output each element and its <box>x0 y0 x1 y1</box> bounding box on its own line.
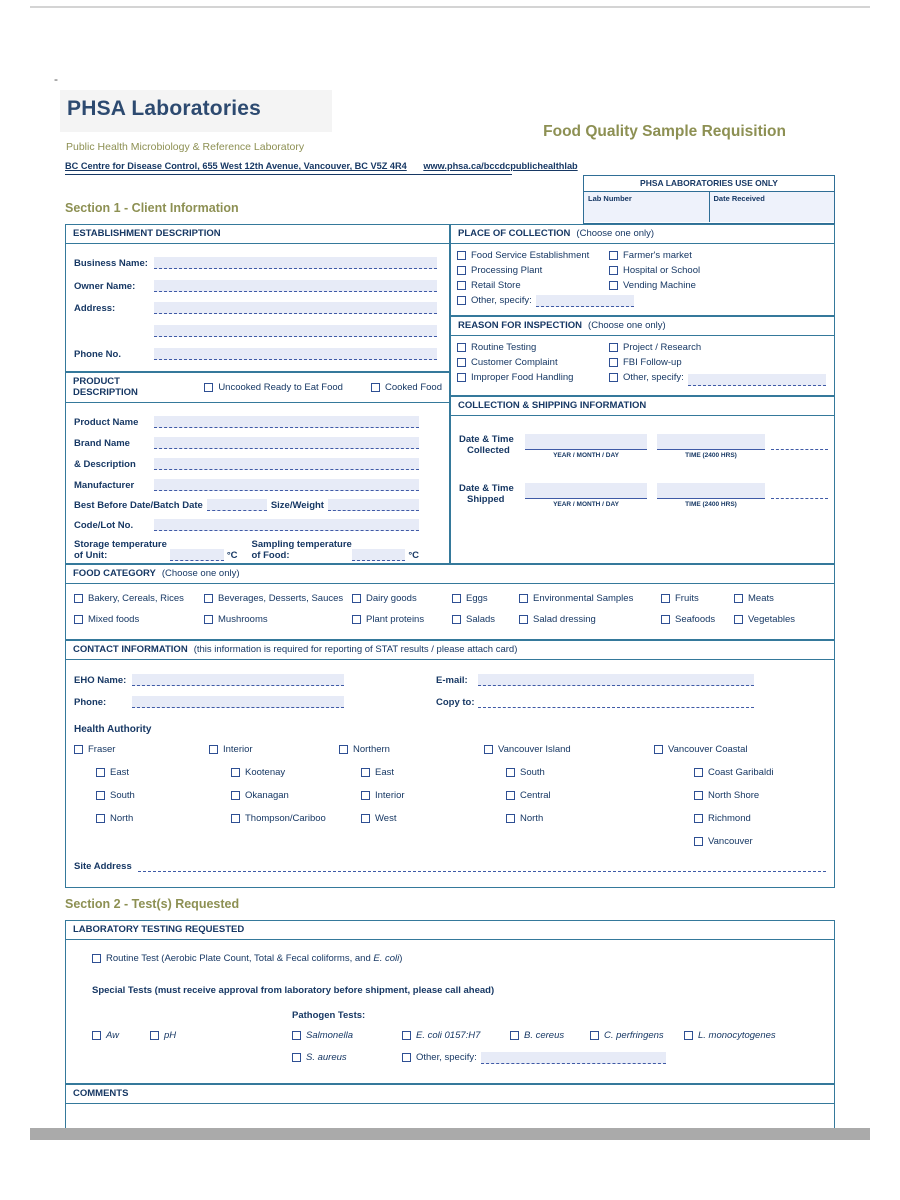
phone-field[interactable] <box>154 348 437 360</box>
shipped-date-caption: YEAR / MONTH / DAY <box>553 501 619 508</box>
business-name-field[interactable] <box>154 257 437 269</box>
pathogen-tests-label: Pathogen Tests: <box>292 1010 366 1021</box>
checkbox-option[interactable] <box>452 613 519 626</box>
checkbox[interactable] <box>371 383 380 392</box>
size-weight-field[interactable] <box>328 499 419 511</box>
site-address-field[interactable] <box>138 860 826 872</box>
checkbox-option[interactable] <box>361 812 484 825</box>
size-weight-label: Size/Weight <box>270 500 324 511</box>
checkbox-option[interactable] <box>457 279 609 292</box>
checkbox-label: Retail Store <box>471 280 521 291</box>
place-other-option[interactable] <box>457 294 532 307</box>
copy-to-field[interactable] <box>478 696 754 708</box>
c-perfringens-option[interactable] <box>590 1029 684 1042</box>
checkbox-option[interactable] <box>457 264 609 277</box>
checkbox[interactable] <box>402 1053 411 1062</box>
product-description-box <box>65 372 450 564</box>
checkbox[interactable] <box>684 1031 693 1040</box>
checkbox-option[interactable] <box>734 592 826 605</box>
pathogen-tests-row2 <box>292 1051 820 1064</box>
shipped-date-field[interactable] <box>525 483 647 499</box>
food-category-row2 <box>66 613 834 626</box>
lab-number-field[interactable] <box>584 192 710 222</box>
page-top-edge <box>30 6 870 8</box>
place-col2 <box>609 249 700 294</box>
checkbox[interactable] <box>694 768 703 777</box>
routine-test-option[interactable] <box>92 952 820 965</box>
ha-interior-regions <box>231 766 339 825</box>
checkbox-label: Central <box>520 790 551 801</box>
checkbox-option[interactable] <box>231 812 339 825</box>
laboratory-testing-box <box>65 920 835 1084</box>
ha-northern-regions <box>361 766 484 825</box>
date-received-field[interactable] <box>710 192 835 222</box>
checkbox[interactable] <box>484 745 493 754</box>
uncooked-option[interactable] <box>204 381 343 394</box>
checkbox-label: Mixed foods <box>88 614 140 625</box>
pathogen-tests-row1 <box>92 1029 820 1042</box>
checkbox-label: East <box>375 767 395 778</box>
food-category-title: FOOD CATEGORY <box>73 568 156 579</box>
checkbox-option[interactable] <box>506 789 654 802</box>
checkbox-label: Aw <box>106 1030 120 1041</box>
checkbox-label: Fraser <box>88 744 116 755</box>
s-aureus-option[interactable] <box>292 1051 402 1064</box>
code-lot-field[interactable] <box>154 519 419 531</box>
checkbox[interactable] <box>519 594 528 603</box>
checkbox[interactable] <box>694 837 703 846</box>
checkbox-option[interactable] <box>204 613 352 626</box>
health-authority-label: Health Authority <box>74 724 152 735</box>
checkbox-label: Improper Food Handling <box>471 372 574 383</box>
description-field[interactable] <box>154 458 419 470</box>
checkbox-label: West <box>375 813 397 824</box>
checkbox[interactable] <box>74 594 83 603</box>
phsa-logo: PHSA Laboratories <box>67 97 261 120</box>
pathogen-other-field[interactable] <box>481 1052 666 1064</box>
website-link[interactable]: www.phsa.ca/bccdcpublichealthlab <box>423 161 578 171</box>
establishment-description-box <box>65 224 450 372</box>
checkbox-label: East <box>110 767 130 778</box>
checkbox-label: Meats <box>748 593 774 604</box>
checkbox-label: Uncooked Ready to Eat Food <box>218 381 343 393</box>
contact-subtitle: (this information is required for reporting of STAT results / please attach card) <box>193 644 518 655</box>
manufacturer-field[interactable] <box>154 479 419 491</box>
checkbox-label: Richmond <box>708 813 751 824</box>
storage-temp-field[interactable] <box>170 549 224 561</box>
checkbox-option[interactable] <box>231 766 339 779</box>
comments-box <box>65 1084 835 1130</box>
checkbox-label: Environmental Samples <box>533 593 634 604</box>
checkbox[interactable] <box>506 768 515 777</box>
checkbox-label: Food Service Establishment <box>471 250 590 261</box>
place-of-collection-title: PLACE OF COLLECTION <box>458 228 571 239</box>
checkbox-label: Customer Complaint <box>471 357 558 368</box>
checkbox[interactable] <box>590 1031 599 1040</box>
checkbox-option[interactable] <box>457 341 609 354</box>
checkbox-label: North <box>110 813 134 824</box>
checkbox-label: Salmonella <box>306 1030 353 1041</box>
checkbox-option[interactable] <box>457 371 609 384</box>
checkbox-label: E. coli 0157:H7 <box>416 1030 481 1041</box>
checkbox-label: Vending Machine <box>623 280 696 291</box>
checkbox-label: Vancouver Coastal <box>668 744 748 755</box>
shipped-time-field[interactable] <box>657 483 765 499</box>
checkbox[interactable] <box>74 615 83 624</box>
pathogen-other-option[interactable] <box>402 1051 477 1064</box>
product-title: PRODUCT DESCRIPTION <box>73 376 138 398</box>
checkbox-label: Okanagan <box>245 790 289 801</box>
date-collected-label: Date & Time Collected <box>459 434 514 456</box>
checkbox[interactable] <box>694 814 703 823</box>
checkbox-option[interactable] <box>74 592 204 605</box>
checkbox-label: C. perfringens <box>604 1030 664 1041</box>
checkbox-label: Other, specify: <box>416 1052 477 1063</box>
site-address-label: Site Address <box>74 861 132 872</box>
collection-shipping-box <box>450 396 835 564</box>
checkbox-option[interactable] <box>361 789 484 802</box>
ha-vancouver-island-option[interactable] <box>484 743 654 756</box>
l-monocytogenes-option[interactable] <box>684 1029 776 1042</box>
cooked-option[interactable] <box>371 381 442 394</box>
checkbox[interactable] <box>457 373 466 382</box>
ha-col-interior <box>209 743 339 848</box>
checkbox-label: pH <box>164 1030 177 1041</box>
business-name-label: Business Name: <box>74 258 148 269</box>
checkbox-label: FBI Follow-up <box>623 357 682 368</box>
checkbox-label: Mushrooms <box>218 614 268 625</box>
checkbox[interactable] <box>361 768 370 777</box>
ha-interior-option[interactable] <box>209 743 339 756</box>
checkbox-label: Salad dressing <box>533 614 596 625</box>
checkbox[interactable] <box>661 594 670 603</box>
best-before-field[interactable] <box>207 499 267 511</box>
brand-name-field[interactable] <box>154 437 419 449</box>
checkbox-label: Northern <box>353 744 390 755</box>
checkbox-label: Bakery, Cereals, Rices <box>88 593 184 604</box>
form-title: Food Quality Sample Requisition <box>543 123 786 140</box>
checkbox-label: Routine Testing <box>471 342 537 353</box>
email-field[interactable] <box>478 674 754 686</box>
ha-vancouver-island-regions <box>506 766 654 825</box>
checkbox-label: Eggs <box>466 593 488 604</box>
checkbox-label: Plant proteins <box>366 614 425 625</box>
best-before-label: Best Before Date/Batch Date <box>74 500 203 511</box>
shipped-extra-line[interactable] <box>771 487 828 499</box>
checkbox[interactable] <box>506 791 515 800</box>
description-label: & Description <box>74 459 136 470</box>
ha-col-vancouver-coastal <box>654 743 826 848</box>
checkbox-label: Other, specify: <box>623 372 684 383</box>
checkbox[interactable] <box>609 281 618 290</box>
collected-time-caption: TIME (2400 HRS) <box>685 452 737 459</box>
checkbox[interactable] <box>457 343 466 352</box>
checkbox[interactable] <box>96 768 105 777</box>
checkbox-label: Dairy goods <box>366 593 417 604</box>
reason-other-field[interactable] <box>688 374 826 386</box>
reason-title: REASON FOR INSPECTION <box>458 320 583 331</box>
food-category-row1 <box>66 592 834 605</box>
email-label: E-mail: <box>436 675 468 686</box>
checkbox[interactable] <box>150 1031 159 1040</box>
checkbox-label: Project / Research <box>623 342 702 353</box>
checkbox-option[interactable] <box>457 249 609 262</box>
ha-fraser-option[interactable] <box>74 743 209 756</box>
checkbox[interactable] <box>661 615 670 624</box>
contact-phone-label: Phone: <box>74 697 107 708</box>
ha-northern-option[interactable] <box>339 743 484 756</box>
checkbox[interactable] <box>510 1031 519 1040</box>
checkbox-label: Hospital or School <box>623 265 701 276</box>
eho-name-label: EHO Name: <box>74 675 127 686</box>
checkbox[interactable] <box>204 615 213 624</box>
food-category-box <box>65 564 835 640</box>
checkbox-label: Thompson/Cariboo <box>245 813 326 824</box>
checkbox-option[interactable] <box>96 766 209 779</box>
ha-col-fraser <box>74 743 209 848</box>
checkbox-label: Beverages, Desserts, Sauces <box>218 593 344 604</box>
b-cereus-option[interactable] <box>510 1029 590 1042</box>
code-lot-label: Code/Lot No. <box>74 520 134 531</box>
checkbox-label: S. aureus <box>306 1052 347 1063</box>
checkbox-option[interactable] <box>452 592 519 605</box>
sampling-temp-field[interactable] <box>352 549 406 561</box>
ha-col-northern <box>339 743 484 848</box>
checkbox-label: Interior <box>375 790 405 801</box>
ha-vancouver-coastal-option[interactable] <box>654 743 826 756</box>
contact-phone-field[interactable] <box>132 696 344 708</box>
checkbox[interactable] <box>734 594 743 603</box>
checkbox[interactable] <box>654 745 663 754</box>
checkbox-option[interactable] <box>352 592 452 605</box>
checkbox-option[interactable] <box>204 592 352 605</box>
lab-number-label: Lab Number <box>588 194 632 203</box>
stray-dash: - <box>54 72 58 86</box>
checkbox-label: Processing Plant <box>471 265 543 276</box>
checkbox[interactable] <box>352 615 361 624</box>
collected-time-field[interactable] <box>657 434 765 450</box>
checkbox[interactable] <box>96 791 105 800</box>
checkbox[interactable] <box>457 296 466 305</box>
shipped-time-caption: TIME (2400 HRS) <box>685 501 737 508</box>
checkbox-option[interactable] <box>609 356 826 369</box>
ha-fraser-regions <box>96 766 209 825</box>
reason-subtitle: (Choose one only) <box>588 320 666 331</box>
checkbox[interactable] <box>609 343 618 352</box>
checkbox-label: North <box>520 813 544 824</box>
checkbox[interactable] <box>452 615 461 624</box>
checkbox[interactable] <box>734 615 743 624</box>
contact-title: CONTACT INFORMATION <box>73 644 188 655</box>
section1-heading: Section 1 - Client Information <box>65 201 239 215</box>
checkbox[interactable] <box>452 594 461 603</box>
checkbox-option[interactable] <box>519 592 661 605</box>
special-tests-label: Special Tests (must receive approval from laboratory before shipment, please call ahead) <box>92 985 495 996</box>
checkbox-option[interactable] <box>506 766 654 779</box>
place-of-collection-subtitle: (Choose one only) <box>576 228 655 239</box>
checkbox-label: Routine Test (Aerobic Plate Count, Total & Fecal coliforms, and E. coli) <box>106 953 403 964</box>
checkbox[interactable] <box>694 791 703 800</box>
address-line <box>65 161 578 175</box>
checkbox-label: Other, specify: <box>471 295 532 306</box>
checkbox[interactable] <box>204 594 213 603</box>
checkbox-option[interactable] <box>609 341 826 354</box>
checkbox-label: Vancouver Island <box>498 744 571 755</box>
manufacturer-label: Manufacturer <box>74 480 135 491</box>
checkbox-option[interactable] <box>609 279 700 292</box>
phsa-use-only-box <box>583 175 835 224</box>
checkbox[interactable] <box>209 745 218 754</box>
product-name-field[interactable] <box>154 416 419 428</box>
checkbox-option[interactable] <box>694 789 826 802</box>
checkbox-option[interactable] <box>231 789 339 802</box>
checkbox-label: South <box>520 767 545 778</box>
checkbox-option[interactable] <box>457 356 609 369</box>
checkbox[interactable] <box>74 745 83 754</box>
checkbox-label: Coast Garibaldi <box>708 767 774 778</box>
address-text: BC Centre for Disease Control, 655 West 12th Avenue, Vancouver, BC V5Z 4R4 <box>65 161 407 171</box>
checkbox[interactable] <box>402 1031 411 1040</box>
owner-name-label: Owner Name: <box>74 281 136 292</box>
checkbox[interactable] <box>609 251 618 260</box>
checkbox-option[interactable] <box>694 766 826 779</box>
checkbox[interactable] <box>231 791 240 800</box>
checkbox-label: Kootenay <box>245 767 286 778</box>
checkbox-label: South <box>110 790 135 801</box>
contact-information-box <box>65 640 835 888</box>
brand-name-label: Brand Name <box>74 438 130 449</box>
checkbox-label: North Shore <box>708 790 760 801</box>
sampling-temp-label: Sampling temperature of Food: <box>251 539 352 561</box>
checkbox[interactable] <box>609 358 618 367</box>
checkbox-label: Vegetables <box>748 614 796 625</box>
reason-other-option[interactable] <box>609 371 684 384</box>
checkbox-option[interactable] <box>96 812 209 825</box>
reason-col1 <box>457 341 609 386</box>
date-received-label: Date Received <box>713 194 765 203</box>
checkbox-label: Cooked Food <box>384 381 442 393</box>
department-subtitle: Public Health Microbiology & Reference Laboratory <box>66 141 305 153</box>
checkbox-option[interactable] <box>352 613 452 626</box>
collected-date-caption: YEAR / MONTH / DAY <box>553 452 619 459</box>
checkbox[interactable] <box>506 814 515 823</box>
checkbox[interactable] <box>609 266 618 275</box>
checkbox[interactable] <box>361 791 370 800</box>
checkbox-option[interactable] <box>694 835 826 848</box>
comments-field[interactable] <box>66 1104 834 1126</box>
checkbox[interactable] <box>92 954 101 963</box>
lab-testing-title: LABORATORY TESTING REQUESTED <box>73 924 245 935</box>
checkbox-option[interactable] <box>734 613 826 626</box>
checkbox-option[interactable] <box>661 613 734 626</box>
checkbox[interactable] <box>231 814 240 823</box>
phone-label: Phone No. <box>74 349 121 360</box>
reason-for-inspection-box <box>450 316 835 396</box>
checkbox-option[interactable] <box>519 613 661 626</box>
comments-title: COMMENTS <box>73 1088 129 1099</box>
checkbox[interactable] <box>457 281 466 290</box>
ph-option[interactable] <box>150 1029 292 1042</box>
checkbox[interactable] <box>231 768 240 777</box>
checkbox[interactable] <box>292 1031 301 1040</box>
reason-col2 <box>609 341 826 369</box>
checkbox-label: Seafoods <box>675 614 716 625</box>
checkbox[interactable] <box>352 594 361 603</box>
checkbox[interactable] <box>204 383 213 392</box>
salmonella-option[interactable] <box>292 1029 402 1042</box>
collected-extra-line[interactable] <box>771 438 828 450</box>
checkbox-option[interactable] <box>609 249 700 262</box>
product-name-label: Product Name <box>74 417 139 428</box>
checkbox-option[interactable] <box>96 789 209 802</box>
checkbox[interactable] <box>96 814 105 823</box>
checkbox[interactable] <box>339 745 348 754</box>
ha-col-vancouver-island <box>484 743 654 848</box>
eho-name-field[interactable] <box>132 674 344 686</box>
address-field-line2[interactable] <box>154 325 437 337</box>
collected-date-field[interactable] <box>525 434 647 450</box>
copy-to-label: Copy to: <box>436 697 475 708</box>
date-shipped-label: Date & Time Shipped <box>459 483 514 505</box>
owner-name-field[interactable] <box>154 280 437 292</box>
shipping-title: COLLECTION & SHIPPING INFORMATION <box>458 400 647 411</box>
place-other-field[interactable] <box>536 295 634 307</box>
checkbox-label: Fruits <box>675 593 699 604</box>
address-label: Address: <box>74 303 116 314</box>
ha-vancouver-coastal-regions <box>694 766 826 848</box>
checkbox[interactable] <box>457 251 466 260</box>
storage-celsius: °C <box>226 550 238 561</box>
page-bottom-edge <box>30 1128 870 1140</box>
checkbox-label: Interior <box>223 744 253 755</box>
section2-heading: Section 2 - Test(s) Requested <box>65 897 240 911</box>
checkbox[interactable] <box>457 358 466 367</box>
place-col1 <box>457 249 609 294</box>
ecoli-0157-option[interactable] <box>402 1029 510 1042</box>
address-field-line1[interactable] <box>154 302 437 314</box>
checkbox-label: L. monocytogenes <box>698 1030 776 1041</box>
checkbox[interactable] <box>609 373 618 382</box>
checkbox-label: B. cereus <box>524 1030 565 1041</box>
checkbox-option[interactable] <box>361 766 484 779</box>
checkbox-option[interactable] <box>661 592 734 605</box>
use-only-title: PHSA LABORATORIES USE ONLY <box>584 176 834 192</box>
storage-temp-label: Storage temperature of Unit: <box>74 539 167 561</box>
checkbox-label: Farmer's market <box>623 250 692 261</box>
checkbox[interactable] <box>292 1053 301 1062</box>
sampling-celsius: °C <box>408 550 419 561</box>
checkbox-option[interactable] <box>506 812 654 825</box>
food-category-subtitle: (Choose one only) <box>161 568 240 579</box>
checkbox-option[interactable] <box>694 812 826 825</box>
checkbox-option[interactable] <box>609 264 700 277</box>
checkbox-label: Vancouver <box>708 836 753 847</box>
checkbox[interactable] <box>457 266 466 275</box>
aw-option[interactable] <box>92 1029 150 1042</box>
place-of-collection-box <box>450 224 835 316</box>
establishment-title: ESTABLISHMENT DESCRIPTION <box>73 228 221 239</box>
checkbox[interactable] <box>361 814 370 823</box>
checkbox-option[interactable] <box>74 613 204 626</box>
checkbox-label: Salads <box>466 614 496 625</box>
checkbox[interactable] <box>519 615 528 624</box>
checkbox[interactable] <box>92 1031 101 1040</box>
